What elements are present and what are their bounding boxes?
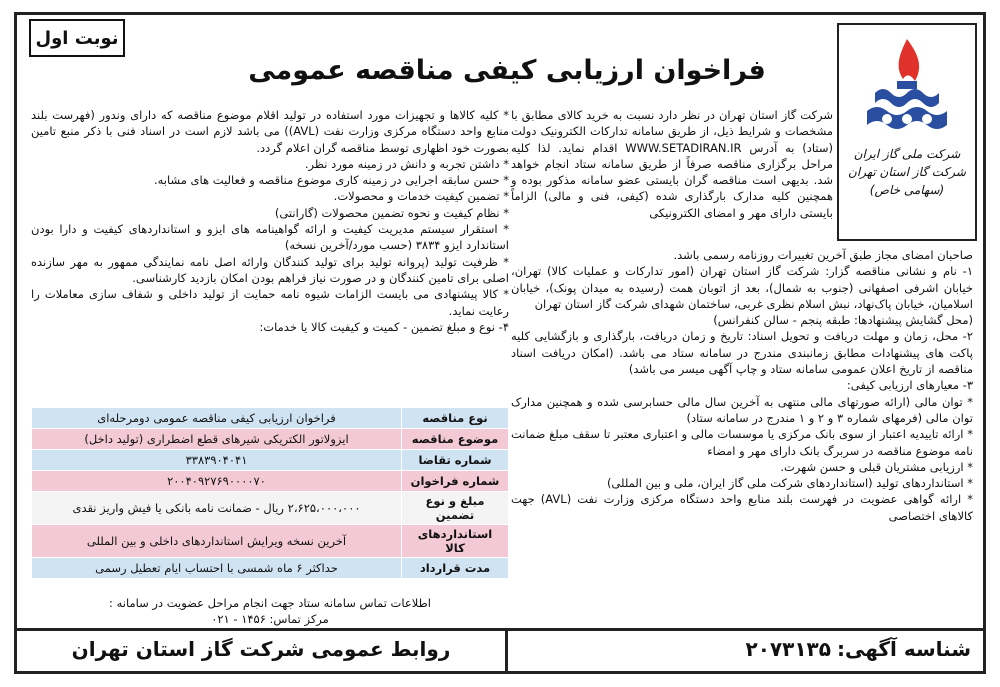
contact-line-2: مرکز تماس: ۱۴۵۶ - ۰۲۱: [211, 612, 329, 626]
intro-paragraph: شرکت گاز استان تهران در نظر دارد نسبت به خرید کالای مطابق با مشخصات و شرایط ذیل، از طریق سامانه تدارکات الکترونیک دولت (ستاد) به آدرس WWW.SETADIRAN.IR اقدام نماید. لذا کلیه مراحل برگزاری مناقصه صرفاً از طریق سامانه ستاد انجام خواهد شد. بدیهی است مناقصه گران بایستی عضو سامانه مذکور بوده و همچنین کلیه مدارک بارگذاری شده (کیفی، فنی و مالی) الزاماً بایستی دارای مهر و امضای الکترونیکی: [511, 108, 833, 220]
lower-paragraph-6: * توان مالی (ارائه صورتهای مالی منتهی به آخرین سال مالی حسابرسی شده و همچنین مدارک توان مالی (فرمهای شماره ۳ و ۲ و ۱ مندرج در سامانه ستاد): [511, 394, 973, 425]
table-row-label: استانداردهای کالا: [402, 525, 509, 558]
table-row-label: مبلغ و نوع تضمین: [402, 492, 509, 525]
table-row-label: موضوع مناقصه: [402, 429, 509, 450]
turn-badge-label: نوبت اول: [35, 27, 119, 49]
table-row: [32, 471, 509, 492]
table-row: [32, 408, 509, 429]
nigc-logo-icon: [857, 35, 957, 145]
table-row-value: فراخوان ارزیابی کیفی مناقصه عمومی دومرحله‌ای: [32, 408, 402, 429]
table-row: [32, 558, 509, 579]
table-row-value: حداکثر ۶ ماه شمسی با احتساب ایام تعطیل رسمی: [32, 558, 402, 579]
table-row-value: ایزولاتور الکتریکی شیرهای قطع اضطراری (تولید داخل): [32, 429, 402, 450]
ad-code-label: شناسه آگهی:: [836, 637, 971, 661]
lower-paragraph-4: ۲- محل، زمان و مهلت دریافت و تحویل اسناد: تاریخ و زمان دریافت، بارگذاری و بازگشایی کلیه پاکت های پیشنهادات مطابق زمانبندی مندرج در سامانه ستاد می باشد. (امکان دریافت اسناد مناقصه از تاریخ اعلان عمومی سامانه ستاد و چاپ آگهی میسر می باشد): [511, 329, 973, 377]
table-row-value: ۲،۶۲۵،۰۰۰،۰۰۰ ریال - ضمانت نامه بانکی یا فیش واریز نقدی: [32, 492, 402, 525]
table-row-label: مدت قرارداد: [402, 558, 509, 579]
company-logo-box: [837, 23, 977, 241]
lower-paragraph-7: * ارائه تاییدیه اعتبار از سوی بانک مرکزی یا موسسات مالی و اعتباری معتبر تا سقف مبلغ ضمانت نامه موضوع مناقصه در سربرگ بانک دارای مهر و امضاء: [511, 427, 973, 458]
lower-paragraph-3: (محل گشایش پیشنهادها: طبقه پنجم - سالن کنفرانس): [713, 313, 973, 328]
table-row-label: نوع مناقصه: [402, 408, 509, 429]
table-row: [32, 492, 509, 525]
table-row-value: ۳۳۸۳۹۰۴۰۴۱: [32, 450, 402, 471]
notice-title: فراخوان ارزیابی کیفی مناقصه عمومی: [248, 55, 766, 86]
table-row: [32, 429, 509, 450]
table-row-label: شماره فراخوان: [402, 471, 509, 492]
intro-column: [511, 107, 833, 221]
requirements-column: [511, 247, 973, 524]
lower-paragraph-9: * استانداردهای تولید (استانداردهای شرکت ملی گاز ایران، ملی و بین المللی): [606, 476, 973, 491]
table-row: [32, 450, 509, 471]
notice-footer: [17, 628, 983, 671]
table-row-value: آخرین نسخه ویرایش استانداردهای داخلی و بین المللی: [32, 525, 402, 558]
table-row: [32, 525, 509, 558]
contact-line-1: اطلاعات تماس سامانه ستاد جهت انجام مراحل عضویت در سامانه :: [109, 596, 431, 610]
table-row-value: ۲۰۰۴۰۹۲۷۶۹۰۰۰۰۷۰: [32, 471, 402, 492]
lower-paragraph-5: ۳- معیارهای ارزیابی کیفی:: [846, 378, 973, 393]
tender-notice: [14, 12, 986, 674]
ad-code: [746, 637, 971, 661]
logo-line-2: شرکت گاز استان تهران: [848, 165, 966, 179]
left-item-2: * داشتن تجربه و دانش در زمینه مورد نظر.: [304, 156, 509, 171]
publisher-name: روابط عمومی شرکت گاز استان تهران: [71, 637, 451, 661]
left-item-4: * تضمین کیفیت خدمات و محصولات.: [333, 189, 509, 204]
left-item-6: * استقرار سیستم مدیریت کیفیت و ارائه گواهینامه های ایزو و استانداردهای کیفیت و دارا بودن استاندارد ایزو ۳۸۳۴ (حسب مورد/آخرین نسخه): [31, 222, 509, 253]
lower-paragraph-10: * ارائه گواهی عضویت در فهرست بلند منابع واحد دستگاه مرکزی وزارت نفت (AVL) جهت کالاهای اختصاصی: [511, 492, 973, 523]
tender-spec-table: [31, 407, 509, 579]
footer-divider: [505, 631, 508, 671]
left-item-1: * کلیه کالاها و تجهیزات مورد استفاده در تولید اقلام موضوع مناقصه که دارای وندور (فهرست بلند منابع واحد دستگاه مرکزی وزارت نفت (AVL)) می باشد لازم است در اسناد فنی با ذکر منبع تامین بصورت خود اظهاری توسط مناقصه گران اعلام گردد.: [31, 108, 509, 155]
logo-line-3: (سهامی خاص): [869, 183, 945, 197]
criteria-column: [31, 107, 509, 335]
table-row-label: شماره تقاضا: [402, 450, 509, 471]
left-item-7: * ظرفیت تولید (پروانه تولید برای تولید کنندگان وارائه اصل نامه نمایندگی ممهور به مهر سازنده اصلی برای تامین کنندگان و در صورت نیاز فراهم بودن امکان بازدید کارشناسی.: [31, 254, 509, 285]
left-item-9: ۴- نوع و مبلغ تضمین - کمیت و کیفیت کالا یا خدمات:: [259, 319, 509, 334]
lower-paragraph-2: ۱- نام و نشانی مناقصه گزار: شرکت گاز استان تهران (امور تدارکات و عملیات کالا) تهران، خیابان اشرفی اصفهانی (جنوب به شمال)، بعد از اتوبان همت (رسیده به میدان پونک)، خیابان اسلامیان، خیابان پاک‌نهاد، نبش اسلام نظری غربی، ساختمان شهدای شرکت گاز استان تهران: [511, 264, 973, 311]
logo-line-1: شرکت ملی گاز ایران: [853, 147, 961, 161]
lower-paragraph-8: * ارزیابی مشتریان قبلی و حسن شهرت.: [780, 459, 973, 474]
ad-code-value: ۲۰۷۳۱۳۵: [745, 637, 831, 661]
lower-paragraph-1: صاحبان امضای مجاز طبق آخرین تغییرات روزنامه رسمی باشد.: [673, 248, 973, 262]
left-item-5: * نظام کیفیت و نحوه تضمین محصولات (گارانتی): [274, 205, 509, 220]
left-item-3: * حسن سابقه اجرایی در زمینه کاری موضوع مناقصه و فعالیت های مشابه.: [153, 173, 509, 188]
contact-info: [31, 595, 509, 627]
left-item-8: * کالا پیشنهادی می بایست الزامات شیوه نامه حمایت از تولید داخلی و شفاف سازی معاملات را رعایت نماید.: [31, 287, 509, 318]
turn-badge: [29, 19, 125, 57]
